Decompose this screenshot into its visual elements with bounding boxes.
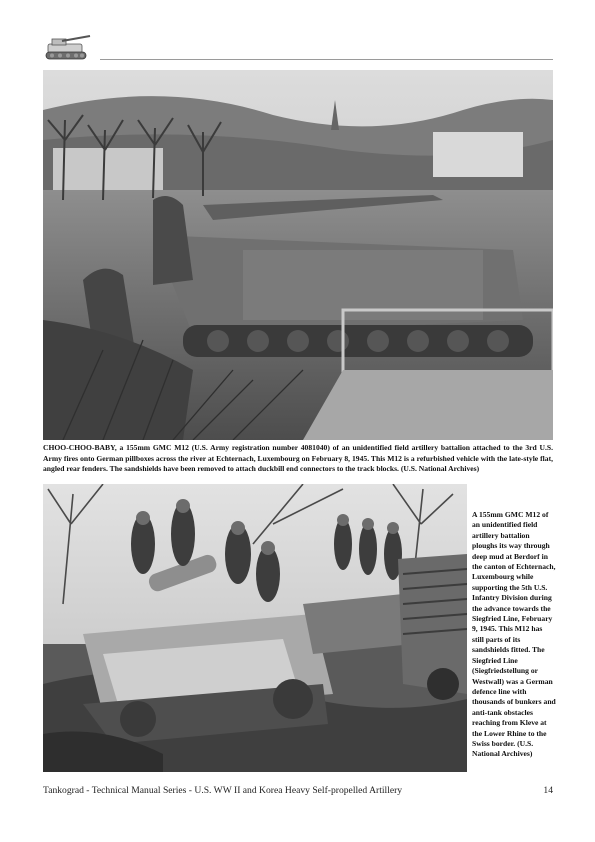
top-photo xyxy=(43,70,553,440)
bottom-photo-caption: A 155mm GMC M12 of an unidentified field artillery battalion ploughs its way through deep mud at Berdorf in the canton of Echternach, Luxembourg while supporting the 5th U.S. Infantry Division during the advance towards the Siegfried Line, February 9, 1945. This M12 has still parts of its sandshields fitted. The Siegfried Line (Siegfriedstellung or Westwall) was a German defence line with thousands of bunkers and anti-tank obstacles reaching from Kleve at the Lower Rhine to the Swiss border. (U.S. National Archives) xyxy=(472,510,556,759)
footer-series-title: Tankograd - Technical Manual Series - U.S. WW II and Korea Heavy Self-propelled Artillery xyxy=(43,785,403,796)
top-photo-caption: CHOO-CHOO-BABY, a 155mm GMC M12 (U.S. Army registration number 4081040) of an unidentified field artillery battalion attached to the 3rd U.S. Army fires onto German pillboxes across the river at Echternach, Luxembourg on February 8, 1945. This M12 is a refurbished vehicle with the late-style flat, angled rear fenders. The sandshields have been removed to attach duckbill end connectors to the track blocks. (U.S. National Archives) xyxy=(43,443,553,474)
m12-tank-icon xyxy=(42,30,94,64)
bottom-photo xyxy=(43,484,467,772)
header-rule xyxy=(100,59,553,60)
page-number: 14 xyxy=(543,785,553,796)
